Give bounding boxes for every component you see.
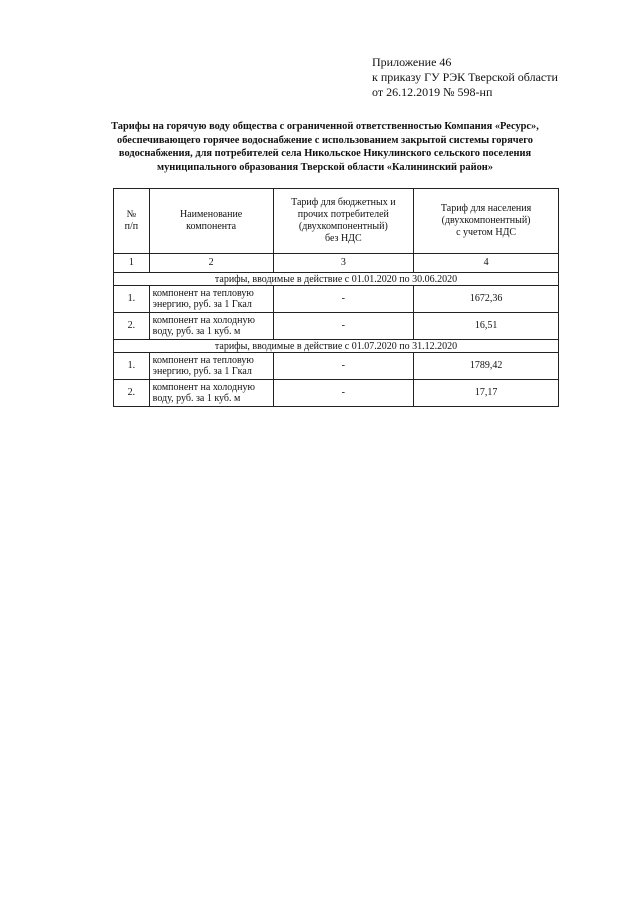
column-index: 1 [114, 254, 150, 273]
header-budget-line: (двухкомпонентный) [298, 221, 388, 232]
appendix-number: Приложение 46 [372, 55, 452, 69]
component-name-line: энергию, руб. за 1 Гкал [152, 299, 252, 310]
table-row [114, 313, 559, 340]
header-population-tariff [414, 189, 559, 254]
table-row [114, 286, 559, 313]
title-line-4: муниципального образования Тверской области «Калининский район» [157, 161, 493, 173]
period-label: тарифы, вводимые в действие с 01.07.2020 по 31.12.2020 [114, 340, 559, 353]
component-name-line: компонент на холодную [152, 314, 255, 326]
title-line-1: Тарифы на горячую воду общества с ограниченной ответственностью Компания «Ресурс», [111, 121, 539, 132]
title-line-3: водоснабжения, для потребителей села Никольское Никулинского сельского поселения [118, 148, 532, 159]
title-line-2: обеспечивающего горячее водоснабжение с использованием закрытой системы горячего [117, 134, 533, 146]
budget-tariff-value: - [273, 286, 414, 313]
component-name [149, 313, 273, 340]
header-num-line: № [126, 209, 137, 220]
header-budget-line: прочих потребителей [297, 209, 389, 220]
budget-tariff-value: - [273, 313, 414, 340]
document-title [90, 120, 560, 174]
column-index: 4 [414, 254, 559, 273]
budget-tariff-value: - [273, 353, 414, 380]
appendix-order-date: от 26.12.2019 № 598-нп [372, 85, 493, 99]
header-budget-line: без НДС [324, 233, 362, 244]
header-num-line: п/п [124, 221, 139, 232]
table-header-row [114, 189, 559, 254]
budget-tariff-value: - [273, 380, 414, 407]
header-population-line: (двухкомпонентный) [441, 215, 531, 226]
component-name-line: компонент на холодную [152, 381, 255, 393]
table-row [114, 353, 559, 380]
header-population-line: с учетом НДС [456, 227, 517, 238]
population-tariff-value: 1789,42 [414, 353, 559, 380]
header-name-line: компонента [186, 221, 237, 232]
period-row [114, 340, 559, 353]
row-number: 1. [114, 353, 150, 380]
row-number: 2. [114, 380, 150, 407]
population-tariff-value: 1672,36 [414, 286, 559, 313]
header-budget-tariff [273, 189, 414, 254]
row-number: 2. [114, 313, 150, 340]
tariff-table [113, 188, 559, 407]
column-index-row [114, 254, 559, 273]
header-name-line: Наименование [179, 209, 243, 220]
component-name-line: компонент на тепловую [152, 287, 254, 299]
population-tariff-value: 17,17 [414, 380, 559, 407]
appendix-reference [372, 55, 558, 100]
period-row [114, 273, 559, 286]
column-index: 2 [149, 254, 273, 273]
header-component-name [149, 189, 273, 254]
appendix-order-ref: к приказу ГУ РЭК Тверской области [372, 70, 558, 84]
column-index: 3 [273, 254, 414, 273]
population-tariff-value: 16,51 [414, 313, 559, 340]
component-name-line: компонент на тепловую [152, 354, 254, 366]
component-name [149, 286, 273, 313]
table-row [114, 380, 559, 407]
component-name-line: воду, руб. за 1 куб. м [152, 393, 241, 404]
row-number: 1. [114, 286, 150, 313]
header-budget-line: Тариф для бюджетных и [291, 197, 396, 208]
header-population-line: Тариф для населения [440, 203, 532, 214]
period-label: тарифы, вводимые в действие с 01.01.2020 по 30.06.2020 [114, 273, 559, 286]
component-name-line: энергию, руб. за 1 Гкал [152, 366, 252, 377]
component-name-line: воду, руб. за 1 куб. м [152, 326, 241, 337]
component-name [149, 353, 273, 380]
header-num [114, 189, 150, 254]
component-name [149, 380, 273, 407]
